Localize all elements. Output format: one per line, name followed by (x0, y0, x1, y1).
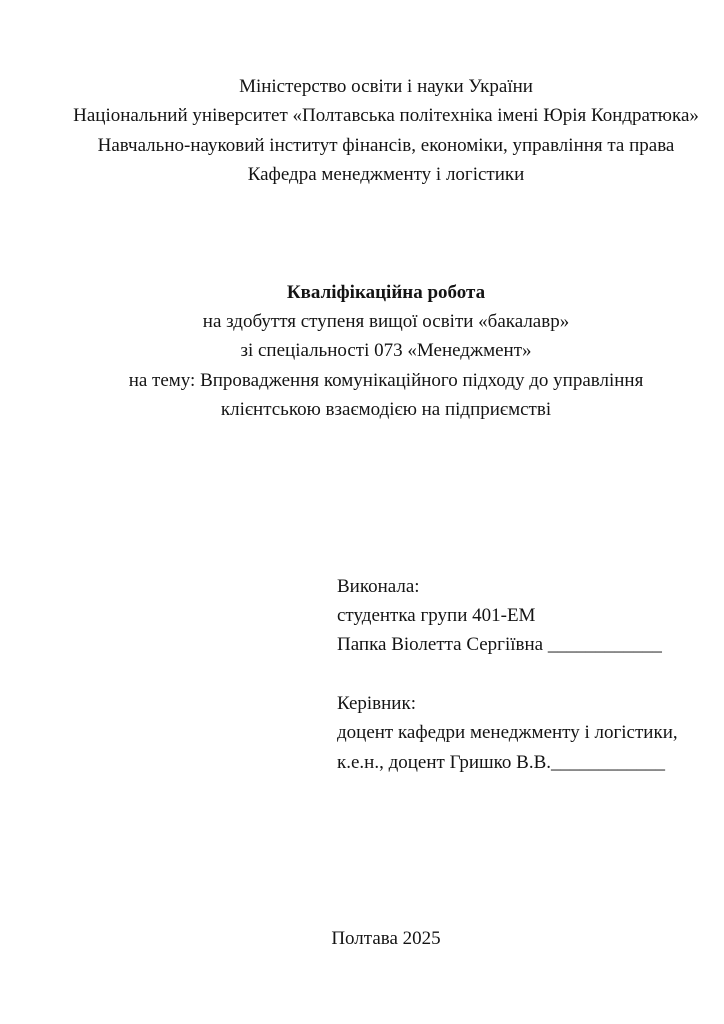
department-line: Кафедра менеджменту і логістики (247, 164, 525, 186)
executor-label: Виконала: (337, 575, 420, 597)
footer-block (97, 924, 675, 953)
executor-group-line: студентка групи 401-ЕМ (337, 605, 536, 627)
supervisor-name-signature-line: к.е.н., доцент Гришко В.В.____________ (337, 751, 666, 773)
topic-line-2: клієнтською взаємодією на підприємстві (220, 399, 552, 421)
degree-line: на здобуття ступеня вищої освіти «бакалавр» (202, 311, 570, 333)
topic-line-1: на тему: Впровадження комунікаційного підходу до управління (128, 369, 644, 391)
supervisor-block (337, 689, 678, 777)
specialty-line: зі спеціальності 073 «Менеджмент» (240, 340, 532, 362)
institute-line: Навчально-науковий інститут фінансів, економіки, управління та права (97, 134, 675, 156)
city-year-line: Полтава 2025 (331, 928, 441, 950)
ministry-line: Міністерство освіти і науки України (239, 76, 533, 97)
supervisor-label: Керівник: (337, 692, 416, 714)
supervisor-position-line: доцент кафедри менеджменту і логістики, (337, 722, 678, 744)
executor-block (337, 572, 675, 660)
university-line: Національний університет «Полтавська політехніка імені Юрія Кондратюка» (73, 105, 699, 127)
header-block (73, 72, 699, 190)
title-block (97, 278, 675, 425)
work-type-title: Кваліфікаційна робота (286, 281, 486, 303)
executor-name-signature-line: Папка Віолетта Сергіївна ____________ (337, 634, 662, 656)
